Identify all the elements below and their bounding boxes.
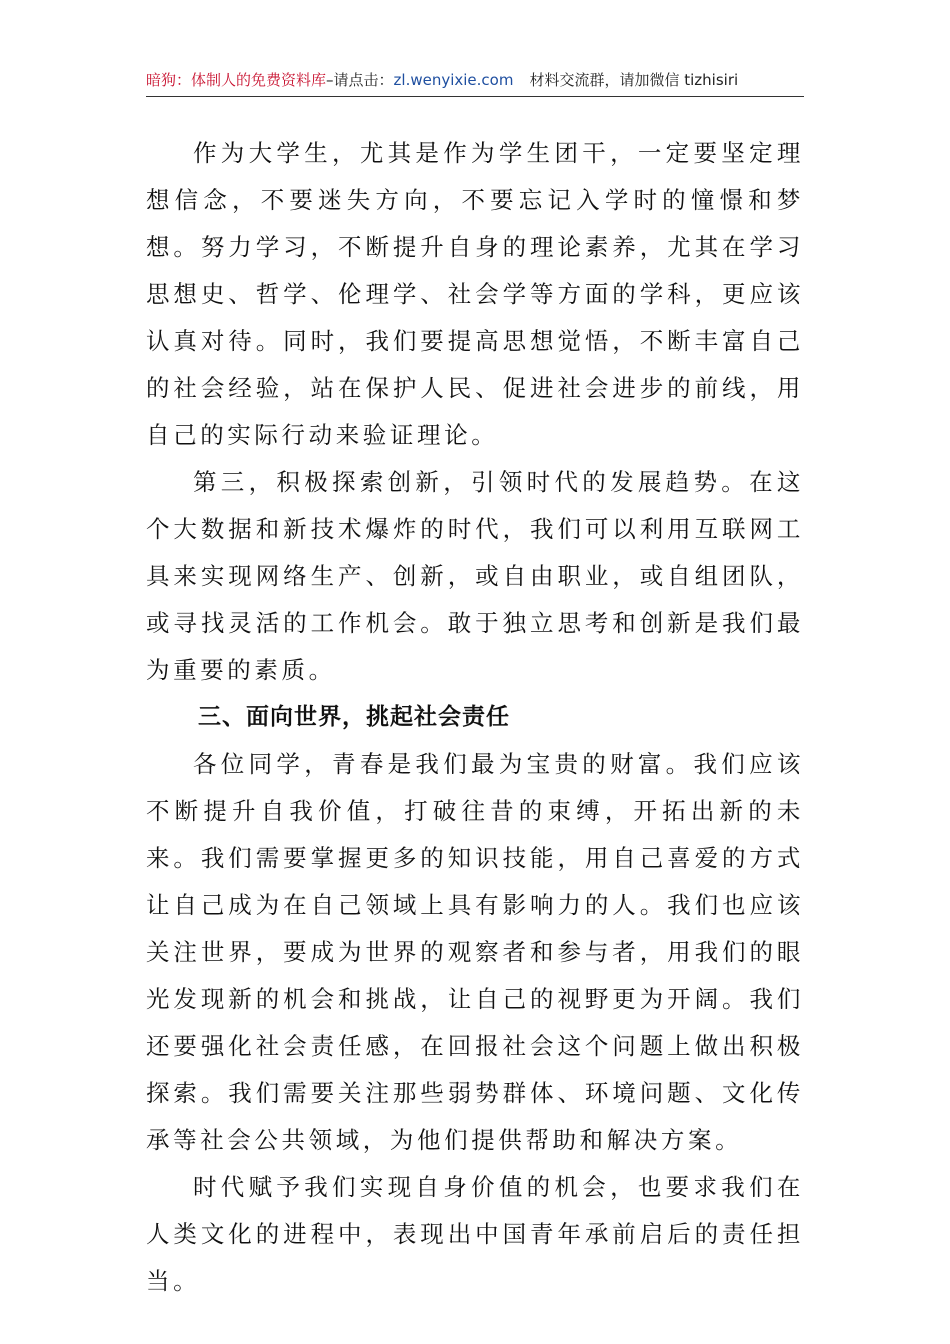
paragraph-youth-value: 各位同学，青春是我们最为宝贵的财富。我们应该不断提升自我价值，打破往昔的束缚，开拓出新的未来。我们需要掌握更多的知识技能，用自己喜爱的方式让自己成为在自己领域上具有影响力的人。我们也应该关注世界，要成为世界的观察者和参与者，用我们的眼光发现新的机会和挑战，让自己的视野更为开阔。我们还要强化社会责任感，在回报社会这个问题上做出积极探索。我们需要关注那些弱势群体、环境问题、文化传承等社会公共领域，为他们提供帮助和解决方案。 bbox=[146, 750, 804, 1154]
section-heading-social-responsibility: 三、面向世界，挑起社会责任 bbox=[198, 704, 510, 730]
header-click-prompt: –请点击： bbox=[326, 71, 394, 89]
paragraph-study-theory: 作为大学生，尤其是作为学生团干，一定要坚定理想信念，不要迷失方向，不要忘记入学时的憧憬和梦想。努力学习，不断提升自身的理论素养，尤其在学习思想史、哲学、伦理学、社会学等方面的学科，更应该认真对待。同时，我们要提高思想觉悟，不断丰富自己的社会经验，站在保护人民、促进社会进步的前线，用自己的实际行动来验证理论。 bbox=[146, 139, 804, 449]
page-header bbox=[146, 68, 804, 97]
header-group-info: 材料交流群，请加微信 tizhisiri bbox=[529, 71, 739, 89]
document-body bbox=[146, 130, 804, 1305]
paragraph-era-mission: 时代赋予我们实现自身价值的机会，也要求我们在人类文化的进程中，表现出中国青年承前启后的责任担当。 bbox=[146, 1173, 804, 1295]
header-site-name: 暗狗：体制人的免费资料库 bbox=[146, 71, 327, 89]
header-url-link[interactable]: zl.wenyixie.com bbox=[393, 71, 514, 89]
paragraph-innovation: 第三，积极探索创新，引领时代的发展趋势。在这个大数据和新技术爆炸的时代，我们可以利用互联网工具来实现网络生产、创新，或自由职业，或自组团队，或寻找灵活的工作机会。敢于独立思考和创新是我们最为重要的素质。 bbox=[146, 468, 804, 684]
